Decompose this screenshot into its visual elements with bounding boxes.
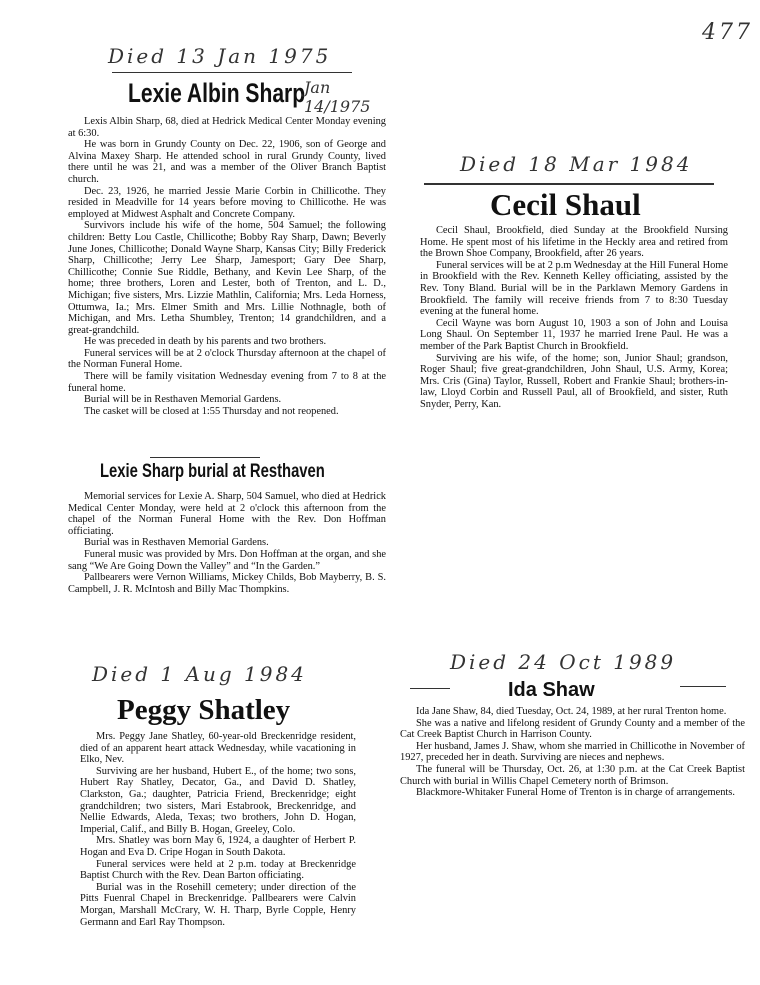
obituary-body — [68, 116, 386, 417]
paragraph: Burial will be in Resthaven Memorial Gardens. — [84, 394, 282, 406]
died-note: Died 18 Mar 1984 — [460, 152, 693, 176]
obituary-body — [80, 731, 356, 928]
died-note: Died 13 Jan 1975 — [108, 44, 332, 68]
paragraph: Dec. 23, 1926, he married Jessie Marie Corbin in Chillicothe. They resided in Meadville for 14 years before moving to Chillicothe. He was employed at Midwest Asphalt and Concrete Company. — [68, 185, 386, 220]
paragraph: Her husband, James J. Shaw, whom she married in Chillicothe in November of 1927, preceded her in death. Surviving are nieces and nephews. — [400, 740, 745, 764]
died-note: Died 24 Oct 1989 — [450, 650, 677, 674]
date-note: Jan 14/1975 — [304, 78, 371, 116]
paragraph: Cecil Shaul, Brookfield, died Sunday at the Brookfield Nursing Home. He spent most of his lifetime in the Heckly area and retired from the Brown Shoe Company, Brookfield, after 26 years. — [420, 225, 728, 260]
divider — [680, 686, 726, 687]
paragraph: Funeral services will be at 2 o'clock Thursday afternoon at the chapel of the Norman Funeral Home. — [68, 347, 386, 371]
paragraph: Funeral music was provided by Mrs. Don Hoffman at the organ, and she sang “We Are Going Down the Valley” and “In the Garden.” — [68, 548, 386, 572]
paragraph: He was preceded in death by his parents and two brothers. — [84, 336, 327, 348]
paragraph: Surviving are his wife, of the home; son, Junior Shaul; grandson, Roger Shaul; five great-grandchildren, John Shaul, U.S. Army, Korea; Mrs. Cris (Gina) Taylor, Russell, Robert and Frankie Shaul; brothers-in-law, Lloyd Corbin and Russell Paul, all of Brookfield, and sister, Ruth Snyder, Perry, Kan. — [420, 352, 728, 410]
obituary-headline: Lexie Albin Sharp — [128, 78, 306, 108]
paragraph: Pallbearers were Vernon Williams, Mickey Childs, Bob Mayberry, B. S. Campbell, J. R. McIntosh and Billy Mac Thompkins. — [68, 572, 386, 595]
paragraph: Blackmore-Whitaker Funeral Home of Trenton is in charge of arrangements. — [416, 787, 735, 799]
divider — [424, 183, 714, 185]
divider — [150, 457, 260, 458]
obituary-headline: Peggy Shatley — [117, 694, 291, 726]
paragraph: Funeral services will be at 2 p.m Wednesday at the Hill Funeral Home in Brookfield with the Rev. Kenneth Kelley officiating, assisted by the Rev. Tony Bland. Burial will be in the Parklawn Memory Gardens in Brookfield. The family will receive friends from 7 to 8:30 Tuesday evening at the funeral home. — [420, 259, 728, 318]
paragraph: Mrs. Shatley was born May 6, 1924, a daughter of Herbert P. Hogan and Eva D. Cripe Hogan in South Dakota. — [80, 835, 356, 858]
paragraph: Burial was in Resthaven Memorial Gardens. — [84, 537, 269, 549]
paragraph: The funeral will be Thursday, Oct. 26, at 1:30 p.m. at the Cat Creek Baptist Church with burial in Willis Chapel Cemetery north of Brimson. — [400, 763, 745, 787]
paragraph: He was born in Grundy County on Dec. 22, 1906, son of George and Alvina Maxey Sharp. He attended school in rural Grundy County, lived there until he was 21, and was a member of the Oliver Branch Baptist church. — [68, 139, 386, 185]
obituary-body — [420, 225, 728, 411]
paragraph: Surviving are her husband, Hubert E., of the home; two sons, Hubert Ray Shatley, Decator, Ga., and David D. Shatley, Clarkston, Ga.; daughter, Patricia Friend, Breckenridge; eight grandchildren; two sisters, Mari Estabrook, Breckenridge, and Nellie Edwards, Aleda, Texas; two brothers, John D. Hogan, Imperial, Calif., and Billy B. Hogan, Greeley, Colo. — [80, 765, 356, 835]
paragraph: Ida Jane Shaw, 84, died Tuesday, Oct. 24, 1989, at her rural Trenton home. — [416, 706, 727, 717]
paragraph: There will be family visitation Wednesday evening from 7 to 8 at the funeral home. — [68, 371, 386, 394]
paragraph: Funeral services were held at 2 p.m. today at Breckenridge Baptist Church with the Rev. Dean Barton officiating. — [80, 858, 356, 882]
paragraph: Lexis Albin Sharp, 68, died at Hedrick Medical Center Monday evening at 6:30. — [68, 116, 386, 139]
paragraph: Burial was in the Rosehill cemetery; under direction of the Pitts Fuenral Chapel in Breckenridge. Pallbearers were Calvin Morgan, Marshall McCrary, W. H. Tharp, Byrle Copple, Henry Germann and Earl Ray Thompson. — [80, 881, 356, 928]
paragraph: Cecil Wayne was born August 10, 1903 a son of John and Louisa Long Shaul. On September 11, 1937 he married Irene Paul. He was a member of the Park Baptist Church in Brookfield. — [420, 317, 728, 352]
died-note: Died 1 Aug 1984 — [92, 662, 307, 686]
obituary-headline: Cecil Shaul — [490, 187, 641, 222]
article-body — [68, 491, 386, 595]
obituary-headline: Ida Shaw — [508, 679, 595, 701]
paragraph: She was a native and lifelong resident of Grundy County and a member of the Cat Creek Baptist Church in Harrison County. — [400, 717, 745, 741]
paragraph: Memorial services for Lexie A. Sharp, 504 Samuel, who died at Hedrick Medical Center Monday, were held at 2 o'clock this afternoon from the chapel of the Norman Funeral Home with the Rev. Don Hoffman officiating. — [68, 491, 386, 537]
paragraph: Mrs. Peggy Jane Shatley, 60-year-old Breckenridge resident, died of an apparent heart attack Wednesday, while vacationing in Elko, Nev. — [80, 731, 356, 766]
paragraph: Survivors include his wife of the home, 504 Samuel; the following children: Betty Lou Castle, Chillicothe; Bobby Ray Sharp, Dawn; Beverly June Jones, Chillicothe; Donald Wayne Sharp, Kansas City; Billy Frederick Sharp, Chillicothe; Jerry Lee Sharp, Jamesport; Gary Dee Sharp, Chillicothe; Connie Sue Riddle, Bethany, and Kevin Lee Sharp, of the home; three brothers, Loren and Lester, both of Trenton, and L. D., Michigan; five sisters, Mrs. Lizzie Mathlin, California; Mrs. Leda Horness, Ottumwa, Ia.; Mrs. Elmer Smith and Mrs. Lillie Nothnagle, both of Michigan, and Mrs. Letha Shumbley, Trenton; 14 grandchildren, and a great-grandchild. — [68, 220, 386, 336]
article-headline: Lexie Sharp burial at Resthaven — [100, 461, 325, 482]
page-number: 477 — [702, 20, 753, 45]
divider — [112, 72, 352, 73]
divider — [410, 688, 450, 689]
paragraph: The casket will be closed at 1:55 Thursday and not reopened. — [84, 405, 339, 417]
obituary-body — [400, 706, 745, 799]
